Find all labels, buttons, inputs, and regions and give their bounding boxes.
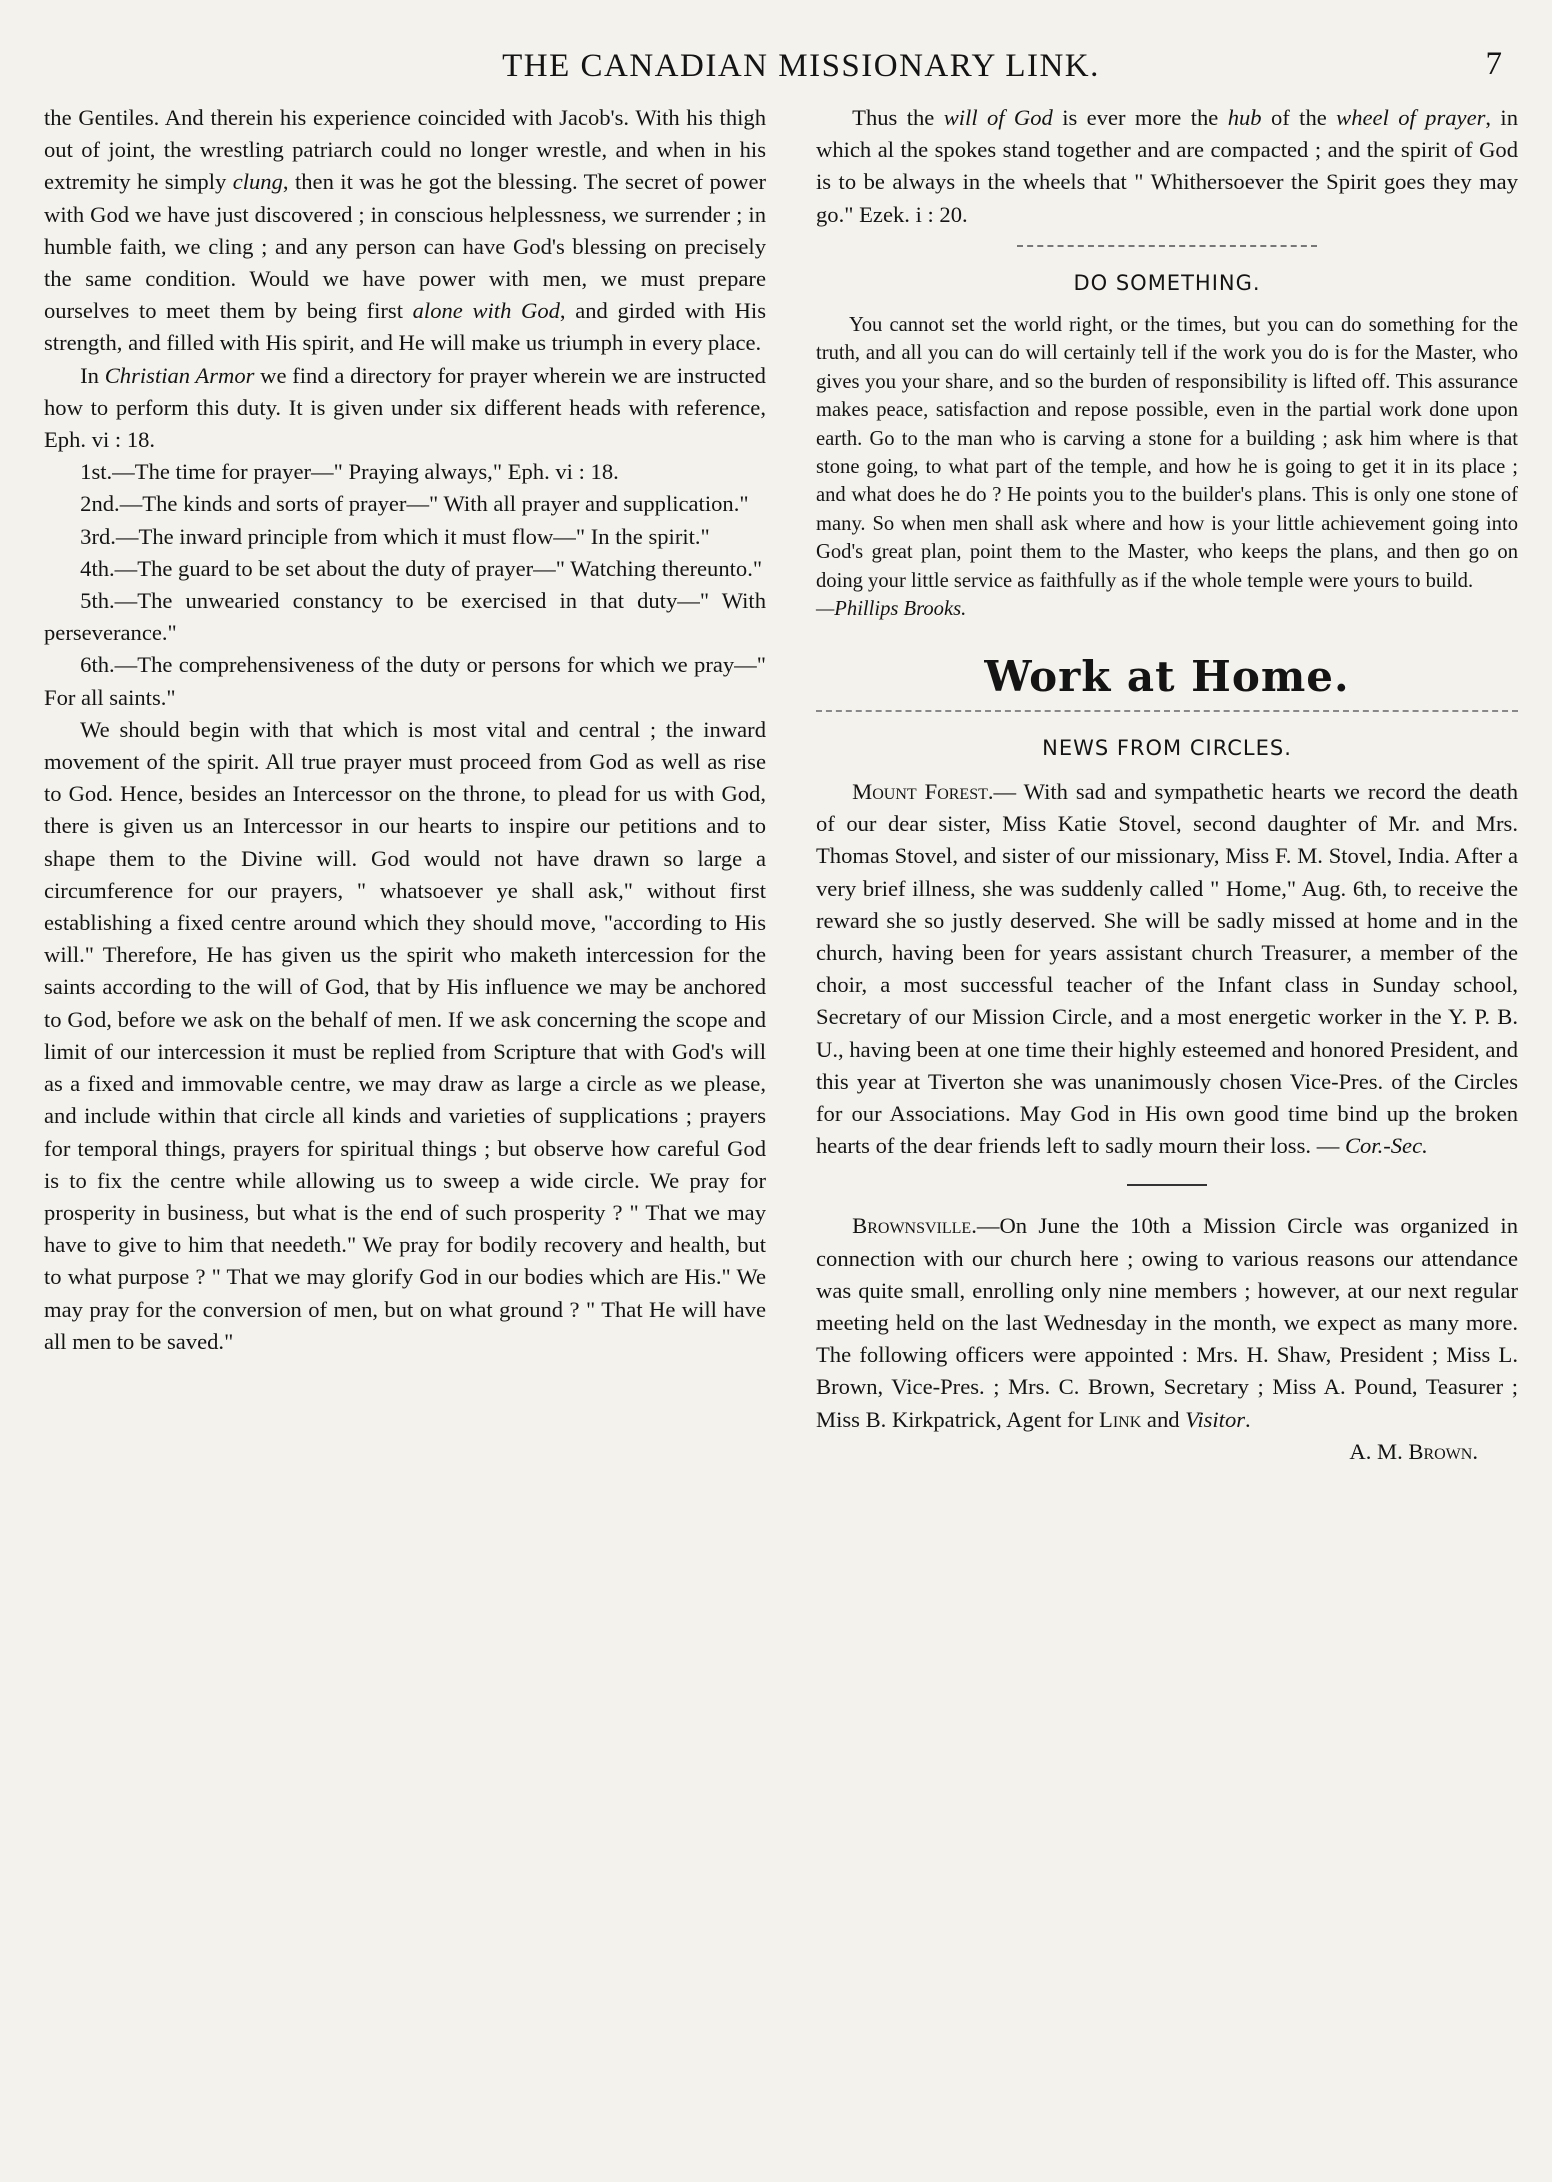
page-header [80,44,1522,88]
divider [1017,245,1317,247]
left-column [44,102,766,1358]
section-heading-do-something: DO SOMETHING. [1073,270,1261,295]
list-item: 4th.—The guard to be set about the duty of prayer—" Watching thereunto." [80,555,763,581]
divider [816,710,1518,712]
news-item-mount-forest: Mount Forest.— With sad and sympathetic hearts we record the death of our dear sister, Miss Katie Stovel, second daughter of Mr. and Mrs. Thomas Stovel, and sister of our missionary, Miss F. M. Stovel, India. After a very brief illness, she was suddenly called " Home," Aug. 6th, to receive the reward she so justly deserved. She will be sadly missed at home and in the church, having been for years assistant church Treasurer, a member of the choir, a most successful teacher of the Infant class in Sunday school, Secretary of our Mission Circle, and a most energetic worker in the Y. P. B. U., having been at one time their highly esteemed and honored President, and this year at Tiverton she was unanimously chosen Vice-Pres. of the Circles for our Associations. May God in His own good time bind up the broken hearts of the dear friends left to sadly mourn their loss. — Cor.-Sec. [816,778,1518,1159]
paragraph: the Gentiles. And therein his experience coincided with Jacob's. With his thigh out of joint, the wrestling patriarch could no longer wrestle, and when in his extremity he simply clung, then it was he got the blessing. The secret of power with God we have just discovered ; in conscious helplessness, we surrender ; in humble faith, we cling ; and any person can have God's blessing on precisely the same condition. Would we have power with men, we must prepare ourselves to meet them by being first alone with God, and girded with His strength, and filled with His spirit, and He will make us triumph in every place. [44,105,767,356]
paragraph: Thus the will of God is ever more the hub of the wheel of prayer, in which al the spokes stand together and are compacted ; and the spirit of God is to be always in the wheels that " Whithersoever the Spirit goes they may go." Ezek. i : 20. [816,105,1519,227]
list-item: 3rd.—The inward principle from which it must flow—" In the spirit." [80,523,710,549]
list-item: 5th.—The unwearied constancy to be exercised in that duty—" With perseverance." [44,588,766,646]
divider [1127,1184,1207,1186]
author-credit: —Phillips Brooks. [816,598,967,621]
page-title: THE CANADIAN MISSIONARY LINK. [502,47,1100,84]
section-heading-work-at-home: Work at Home. [984,652,1350,702]
paragraph: We should begin with that which is most vital and central ; the inward movement of the spirit. All true prayer must proceed from God as well as rise to God. Hence, besides an Intercessor on the throne, to plead for us with God, there is given us an Intercessor in our hearts to inspire our petitions and to shape them to the Divine will. God would not have drawn so large a circumference for our prayers, " whatsoever ye shall ask," without first establishing a fixed centre around which they should move, "according to His will." Therefore, He has given us the spirit who maketh intercession for the saints according to the will of God, that by His influence we may be anchored to God, before we ask on the behalf of men. If we ask concerning the scope and limit of our intercession it must be replied from Scripture that with God's will as a fixed and immovable centre, we may draw as large a circle as we please, and include within that circle all kinds and varieties of supplications ; prayers for temporal things, prayers for spiritual things ; but observe how careful God is to fix the centre while allowing us to sweep a wide circle. We pray for prosperity in business, but what is the end of such prosperity ? " That we may have to give to him that needeth." We pray for bodily recovery and health, but to what purpose ? " That we may glorify God in our bodies which are His." We may pray for the conversion of men, but on what ground ? " That He will have all men to be saved." [44,716,766,1354]
section-heading-news: NEWS FROM CIRCLES. [1042,735,1292,760]
list-item: 1st.—The time for prayer—" Praying always," Eph. vi : 18. [80,459,619,485]
page-number: 7 [1485,46,1502,82]
list-item: 6th.—The comprehensiveness of the duty or persons for which we pray—" For all saints." [44,652,766,710]
right-column [816,102,1518,1468]
do-something-body: You cannot set the world right, or the times, but you can do something for the truth, and all you can do will certainly tell if the work you do is for the Master, who gives you your share, and so the burden of responsibility is lifted off. This assurance makes peace, satisfaction and repose possible, even in the partial work done upon earth. Go to the man who is carving a stone for a building ; ask him where is that stone going, to what part of the temple, and how he is going to get it in its place ; and what does he do ? He points you to the builder's plans. This is only one stone of many. So when men shall ask where and how is your little achievement going into God's great plan, point them to the Master, who keeps the plans, and then go on doing your little service as faithfully as if the whole temple were yours to build. [816,314,1518,592]
signature: A. M. Brown. [1349,1438,1478,1464]
list-item: 2nd.—The kinds and sorts of prayer—" With all prayer and supplication." [80,491,749,517]
paragraph: In Christian Armor we find a directory for prayer wherein we are instructed how to perform this duty. It is given under six different heads with reference, Eph. vi : 18. [44,362,766,453]
news-item-brownsville: Brownsville.—On June the 10th a Mission Circle was organized in connection with our church here ; owing to various reasons our attendance was quite small, enrolling only nine members ; however, at our next regular meeting held on the last Wednesday in the month, we expect as many more. The following officers were appointed : Mrs. H. Shaw, President ; Miss L. Brown, Vice-Pres. ; Mrs. C. Brown, Secretary ; Miss A. Pound, Teasurer ; Miss B. Kirkpatrick, Agent for Link and Visitor. [816,1213,1518,1432]
